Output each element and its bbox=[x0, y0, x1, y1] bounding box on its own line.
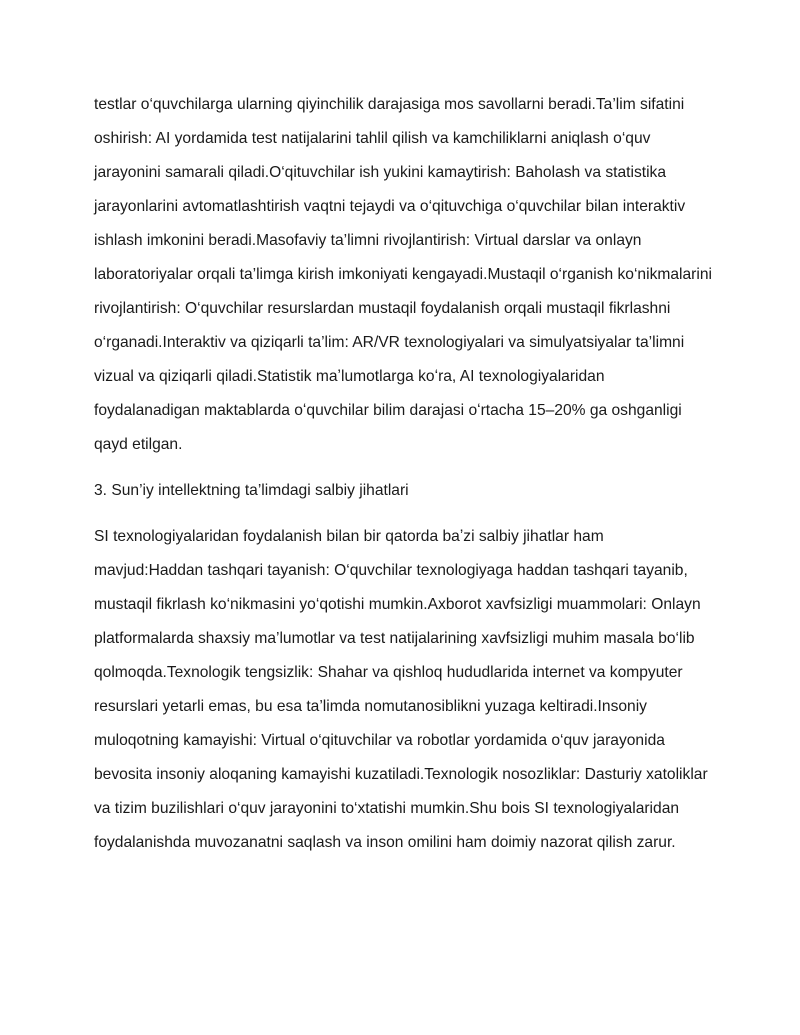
document-page bbox=[94, 88, 712, 872]
section-heading: 3. Sun’iy intellektning ta’limdagi salbiy jihatlari bbox=[94, 482, 409, 499]
paragraph-benefits: testlar o‘quvchilarga ularning qiyinchilik darajasiga mos savollarni beradi.Ta’lim sifatini oshirish: AI yordamida test natijalarini tahlil qilish va kamchiliklarni aniqlash o‘quv jarayonini samarali qiladi.O‘qituvchilar ish yukini kamaytirish: Baholash va statistika jarayonlarini avtomatlashtirish vaqtni tejaydi va o‘qituvchiga o‘quvchilar bilan interaktiv ishlash imkonini beradi.Masofaviy ta’limni rivojlantirish: Virtual darslar va onlayn laboratoriyalar orqali ta’limga kirish imkoniyati kengayadi.Mustaqil o‘rganish ko‘nikmalarini rivojlantirish: O‘quvchilar resurslardan mustaqil foydalanish orqali mustaqil fikrlashni o‘rganadi.Interaktiv va qiziqarli ta’lim: AR/VR texnologiyalari va simulyatsiyalar ta’limni vizual va qiziqarli qiladi.Statistik maʼlumotlarga koʻra, AI texnologiyalaridan foydalanadigan maktablarda oʻquvchilar bilim darajasi oʻrtacha 15–20% ga oshganligi qayd etilgan. bbox=[94, 96, 712, 453]
paragraph-drawbacks: SI texnologiyalaridan foydalanish bilan bir qatorda baʼzi salbiy jihatlar ham mavjud:Haddan tashqari tayanish: O‘quvchilar texnologiyaga haddan tashqari tayanib, mustaqil fikrlash ko‘nikmasini yo‘qotishi mumkin.Axborot xavfsizligi muammolari: Onlayn platformalarda shaxsiy ma’lumotlar va test natijalarining xavfsizligi muhim masala bo‘lib qolmoqda.Texnologik tengsizlik: Shahar va qishloq hududlarida internet va kompyuter resurslari yetarli emas, bu esa ta’limda nomutanosiblikni yuzaga keltiradi.Insoniy muloqotning kamayishi: Virtual o‘qituvchilar va robotlar yordamida o‘quv jarayonida bevosita insoniy aloqaning kamayishi kuzatiladi.Texnologik nosozliklar: Dasturiy xatoliklar va tizim buzilishlari o‘quv jarayonini to‘xtatishi mumkin.Shu bois SI texnologiyalaridan foydalanishda muvozanatni saqlash va inson omilini ham doimiy nazorat qilish zarur. bbox=[94, 528, 708, 851]
